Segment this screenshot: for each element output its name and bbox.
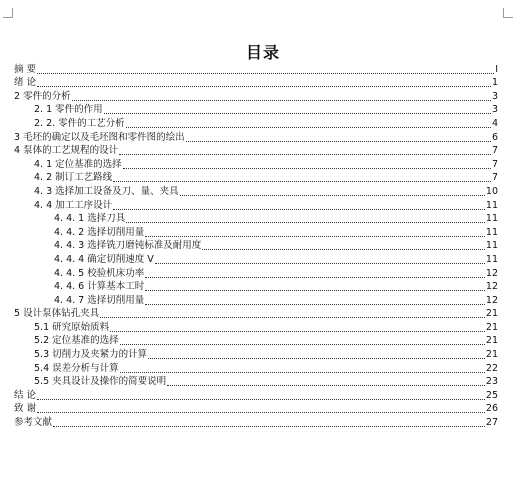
toc-entry-page: 12 xyxy=(485,267,498,279)
toc-entry-title: 3 毛坯的确定以及毛坯图和零件图的绘出 xyxy=(14,131,185,143)
toc-dot-leader xyxy=(145,227,485,237)
toc-entry-title: 4. 3 选择加工设备及刀、量、夹具 xyxy=(34,185,179,197)
toc-dot-leader xyxy=(186,132,491,142)
toc-entry-page: 25 xyxy=(485,389,498,401)
toc-entry-page: 22 xyxy=(485,362,498,374)
toc-entry-title: 4. 4. 3 选择铣刀磨钝标准及耐用度 xyxy=(54,240,202,252)
toc-entry-page: 11 xyxy=(485,213,498,225)
toc-dot-leader xyxy=(100,308,485,318)
toc-dot-leader xyxy=(202,240,485,250)
toc-entry-page: 7 xyxy=(491,145,498,157)
toc-entry[interactable] xyxy=(14,239,498,253)
toc-dot-leader xyxy=(120,335,485,345)
toc-entry-title: 5.3 切削力及夹紧力的计算 xyxy=(34,349,148,361)
toc-entry[interactable] xyxy=(14,225,498,239)
toc-dot-leader xyxy=(113,200,485,210)
toc-entry-title: 4. 4. 7 选择切削用量 xyxy=(54,294,145,306)
table-of-contents xyxy=(14,62,498,429)
toc-entry[interactable] xyxy=(14,266,498,280)
toc-entry-title: 结 论 xyxy=(14,389,37,401)
toc-entry-title: 2 零件的分析 xyxy=(14,90,71,102)
toc-dot-leader xyxy=(72,91,491,101)
toc-entry-title: 4 泵体的工艺规程的设计 xyxy=(14,145,119,157)
toc-dot-leader xyxy=(145,281,485,291)
page-corner-mark-left xyxy=(3,8,13,18)
toc-entry-title: 5.5 夹具设计及操作的简要说明 xyxy=(34,376,167,388)
toc-entry[interactable] xyxy=(14,76,498,90)
toc-entry-page: 7 xyxy=(491,158,498,170)
toc-dot-leader xyxy=(53,417,485,427)
toc-dot-leader xyxy=(123,159,491,169)
toc-entry-title: 4. 1 定位基准的选择 xyxy=(34,158,122,170)
toc-dot-leader xyxy=(145,268,485,278)
toc-entry-page: 11 xyxy=(485,199,498,211)
toc-dot-leader xyxy=(155,254,485,264)
toc-dot-leader xyxy=(126,118,491,128)
toc-entry-title: 2. 1 零件的作用 xyxy=(34,104,103,116)
toc-entry[interactable] xyxy=(14,347,498,361)
toc-entry[interactable] xyxy=(14,184,498,198)
toc-entry[interactable] xyxy=(14,198,498,212)
toc-title: 目录 xyxy=(245,43,280,62)
toc-entry-title: 4. 4. 5 校验机床功率 xyxy=(54,267,145,279)
toc-entry[interactable] xyxy=(14,103,498,117)
toc-entry[interactable] xyxy=(14,280,498,294)
toc-entry[interactable] xyxy=(14,402,498,416)
toc-entry-page: 21 xyxy=(485,308,498,320)
toc-entry[interactable] xyxy=(14,171,498,185)
toc-entry-title: 致 谢 xyxy=(14,403,37,415)
toc-entry-title: 5 设计泵体钻孔夹具 xyxy=(14,308,100,320)
toc-entry-page: 12 xyxy=(485,281,498,293)
toc-entry-page: 6 xyxy=(491,131,498,143)
toc-entry-title: 4. 4. 2 选择切削用量 xyxy=(54,226,145,238)
toc-entry[interactable] xyxy=(14,361,498,375)
toc-entry-title: 4. 4. 6 计算基本工时 xyxy=(54,281,145,293)
toc-dot-leader xyxy=(148,349,485,359)
toc-entry-title: 4. 4. 1 选择刀具 xyxy=(54,213,126,225)
toc-entry[interactable] xyxy=(14,320,498,334)
toc-entry-page: 11 xyxy=(485,226,498,238)
toc-entry-title: 5.2 定位基准的选择 xyxy=(34,335,119,347)
toc-entry-page: 3 xyxy=(491,90,498,102)
toc-entry[interactable] xyxy=(14,252,498,266)
toc-entry-page: 11 xyxy=(485,253,498,265)
toc-dot-leader xyxy=(37,390,485,400)
toc-entry[interactable] xyxy=(14,307,498,321)
toc-dot-leader xyxy=(110,322,485,332)
toc-entry[interactable] xyxy=(14,144,498,158)
toc-dot-leader xyxy=(145,295,485,305)
toc-dot-leader xyxy=(167,376,485,386)
toc-entry-page: 26 xyxy=(485,403,498,415)
toc-entry[interactable] xyxy=(14,388,498,402)
toc-entry[interactable] xyxy=(14,212,498,226)
toc-entry-page: I xyxy=(495,63,498,75)
toc-entry[interactable] xyxy=(14,375,498,389)
toc-entry-page: 12 xyxy=(485,294,498,306)
toc-dot-leader xyxy=(37,403,485,413)
toc-dot-leader xyxy=(126,213,485,223)
toc-entry-page: 11 xyxy=(485,240,498,252)
toc-dot-leader xyxy=(37,64,494,74)
toc-dot-leader xyxy=(113,172,491,182)
toc-entry-title: 参考文献 xyxy=(14,417,53,429)
toc-dot-leader xyxy=(180,186,485,196)
toc-entry[interactable] xyxy=(14,157,498,171)
toc-dot-leader xyxy=(37,77,491,87)
toc-entry[interactable] xyxy=(14,62,498,76)
toc-entry-title: 5.1 研究原始质料 xyxy=(34,321,110,333)
toc-entry[interactable] xyxy=(14,116,498,130)
toc-entry[interactable] xyxy=(14,89,498,103)
toc-entry-title: 绪 论 xyxy=(14,77,37,89)
toc-entry-page: 21 xyxy=(485,335,498,347)
toc-entry-title: 4. 4. 4 确定切削速度 V xyxy=(54,253,154,265)
toc-entry-page: 21 xyxy=(485,349,498,361)
toc-entry-page: 21 xyxy=(485,321,498,333)
toc-entry-page: 27 xyxy=(485,417,498,429)
toc-entry[interactable] xyxy=(14,293,498,307)
toc-dot-leader xyxy=(120,363,485,373)
toc-entry-page: 23 xyxy=(485,376,498,388)
toc-entry-page: 7 xyxy=(491,172,498,184)
toc-entry-title: 摘 要 xyxy=(14,63,37,75)
toc-entry-title: 2. 2. 零件的工艺分析 xyxy=(34,117,125,129)
toc-entry-title: 5.4 误差分析与计算 xyxy=(34,362,119,374)
toc-entry-page: 1 xyxy=(491,77,498,89)
toc-dot-leader xyxy=(119,145,491,155)
toc-entry-page: 4 xyxy=(491,117,498,129)
toc-entry-page: 3 xyxy=(491,104,498,116)
toc-dot-leader xyxy=(104,104,491,114)
toc-entry-page: 10 xyxy=(485,185,498,197)
toc-entry-title: 4. 2 制订工艺路线 xyxy=(34,172,113,184)
toc-entry[interactable] xyxy=(14,415,498,429)
toc-entry-title: 4. 4 加工工序设计 xyxy=(34,199,113,211)
page-corner-mark-right xyxy=(503,8,513,18)
toc-entry[interactable] xyxy=(14,130,498,144)
toc-entry[interactable] xyxy=(14,334,498,348)
